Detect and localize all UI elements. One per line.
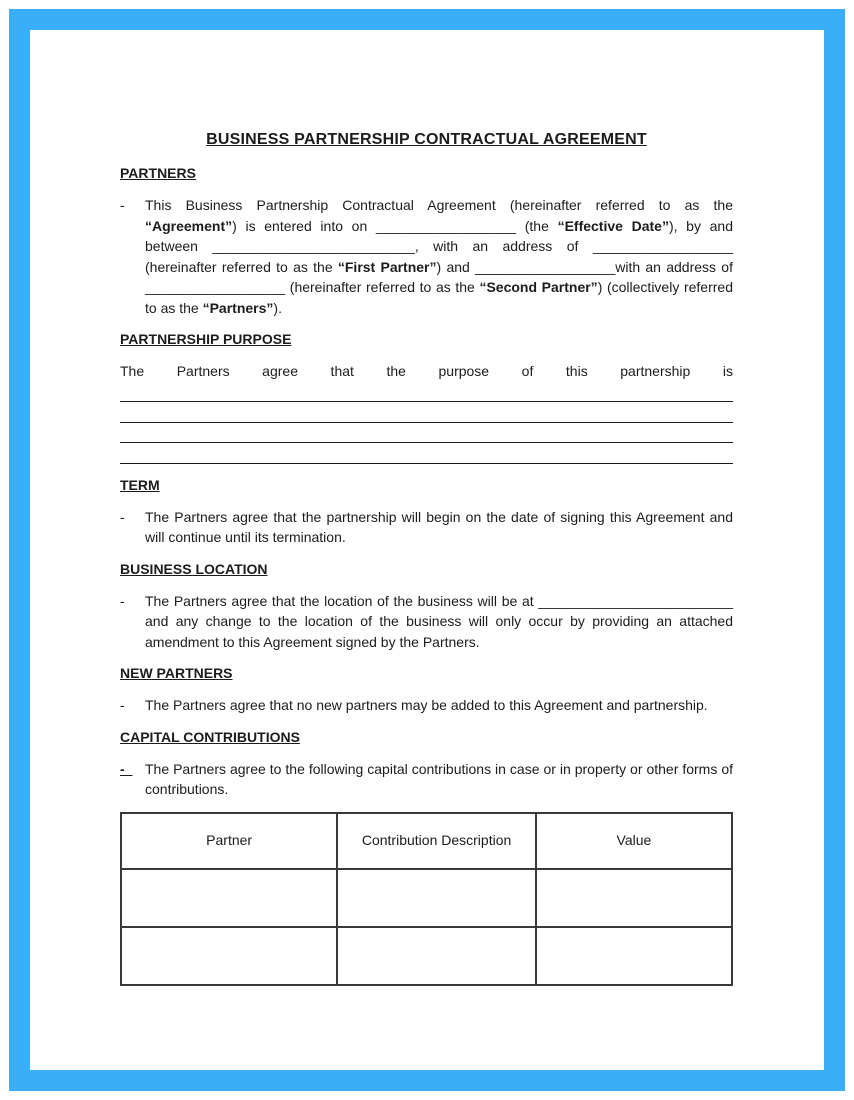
- text-segment: ).: [273, 299, 282, 316]
- text-segment: The Partners agree that no new partners may be added to this Agreement and partnership.: [145, 697, 708, 713]
- text-segment: The Partners agree that the partnership will begin on the date of signing this Agreement and will continue until its termination.: [145, 508, 733, 545]
- text-segment: This Business Partnership Contractual Agreement (hereinafter referred to as the: [145, 197, 733, 213]
- bullet-marker: -: [120, 697, 125, 713]
- text-segment: _________________________: [538, 592, 733, 609]
- text-segment: (hereinafter referred to as the: [285, 279, 480, 295]
- text-segment: ) (collectively referred to as the: [145, 279, 733, 316]
- text-segment: __________________________: [212, 238, 415, 254]
- text-segment: (hereinafter referred to as the: [145, 258, 338, 275]
- text-segment: (the: [516, 217, 558, 234]
- partners-paragraph: [145, 195, 733, 318]
- text-segment: __________________: [475, 258, 616, 275]
- term-bullet: [120, 507, 733, 548]
- table-header-cell: Partner: [121, 813, 337, 869]
- capital-contributions-paragraph: [145, 759, 733, 800]
- section-heading-new-partners: NEW PARTNERS: [120, 665, 233, 681]
- text-segment: and any change to the location of the business will only occur by providing an attached amendment to this Agreement signed by the Partners.: [145, 613, 733, 650]
- table-header-cell: Value: [536, 813, 732, 869]
- text-segment: ) and: [436, 258, 476, 275]
- table-cell: [536, 927, 732, 985]
- business-location-bullet: [120, 591, 733, 653]
- bullet-marker: -: [120, 508, 125, 525]
- capital-contributions-table: [120, 812, 733, 986]
- business-location-paragraph: [145, 591, 733, 653]
- text-segment: , with an address of: [414, 238, 593, 254]
- table-cell: [536, 869, 732, 927]
- new-partners-bullet: [120, 695, 733, 716]
- blank-line: [120, 402, 733, 423]
- bullet-marker-underlined: -: [120, 760, 133, 777]
- text-segment: “Effective Date”: [557, 217, 669, 234]
- purpose-lead-line: The Partners agree that the purpose of this partnership is: [120, 363, 733, 379]
- table-cell: [121, 869, 337, 927]
- new-partners-paragraph: [145, 695, 733, 716]
- section-heading-business-location: BUSINESS LOCATION: [120, 560, 268, 577]
- capital-contributions-bullet: [120, 759, 733, 800]
- bullet-marker: -: [120, 592, 125, 609]
- text-segment: “Partners”: [202, 299, 274, 316]
- text-segment: __________________: [592, 238, 733, 254]
- bullet-marker: -: [120, 197, 125, 213]
- text-segment: “First Partner”: [337, 258, 437, 275]
- partners-bullet: [120, 195, 733, 318]
- document-page: [30, 30, 824, 1069]
- section-heading-partnership-purpose: PARTNERSHIP PURPOSE: [120, 331, 292, 347]
- text-segment: ) is entered into on: [232, 217, 376, 234]
- section-heading-capital-contributions: CAPITAL CONTRIBUTIONS: [120, 728, 300, 745]
- table-cell: [337, 927, 536, 985]
- table-header-row: [121, 813, 732, 869]
- purpose-paragraph: [120, 361, 733, 464]
- blank-line: [120, 382, 733, 403]
- text-segment: __________________: [375, 217, 517, 234]
- text-segment: with an address of: [615, 258, 733, 275]
- text-segment: The Partners agree to the following capital contributions in case or in property or other forms of contributions.: [145, 760, 733, 797]
- table-row: [121, 927, 732, 985]
- section-heading-partners: PARTNERS: [120, 165, 196, 181]
- section-heading-term: TERM: [120, 476, 160, 493]
- blank-line: [120, 443, 733, 464]
- table-header-cell: Contribution Description: [337, 813, 536, 869]
- text-segment: “Agreement”: [145, 217, 233, 234]
- document-title: BUSINESS PARTNERSHIP CONTRACTUAL AGREEMENT: [206, 131, 647, 148]
- text-segment: __________________: [145, 279, 286, 295]
- term-paragraph: [145, 507, 733, 548]
- text-segment: The Partners agree that the location of the business will be at: [145, 592, 539, 609]
- blank-line: [120, 423, 733, 444]
- table-cell: [121, 927, 337, 985]
- text-segment: ), by and between: [145, 217, 734, 254]
- purpose-blank-lines: [120, 382, 733, 464]
- table-cell: [337, 869, 536, 927]
- table-row: [121, 869, 732, 927]
- text-segment: “Second Partner”: [479, 279, 598, 295]
